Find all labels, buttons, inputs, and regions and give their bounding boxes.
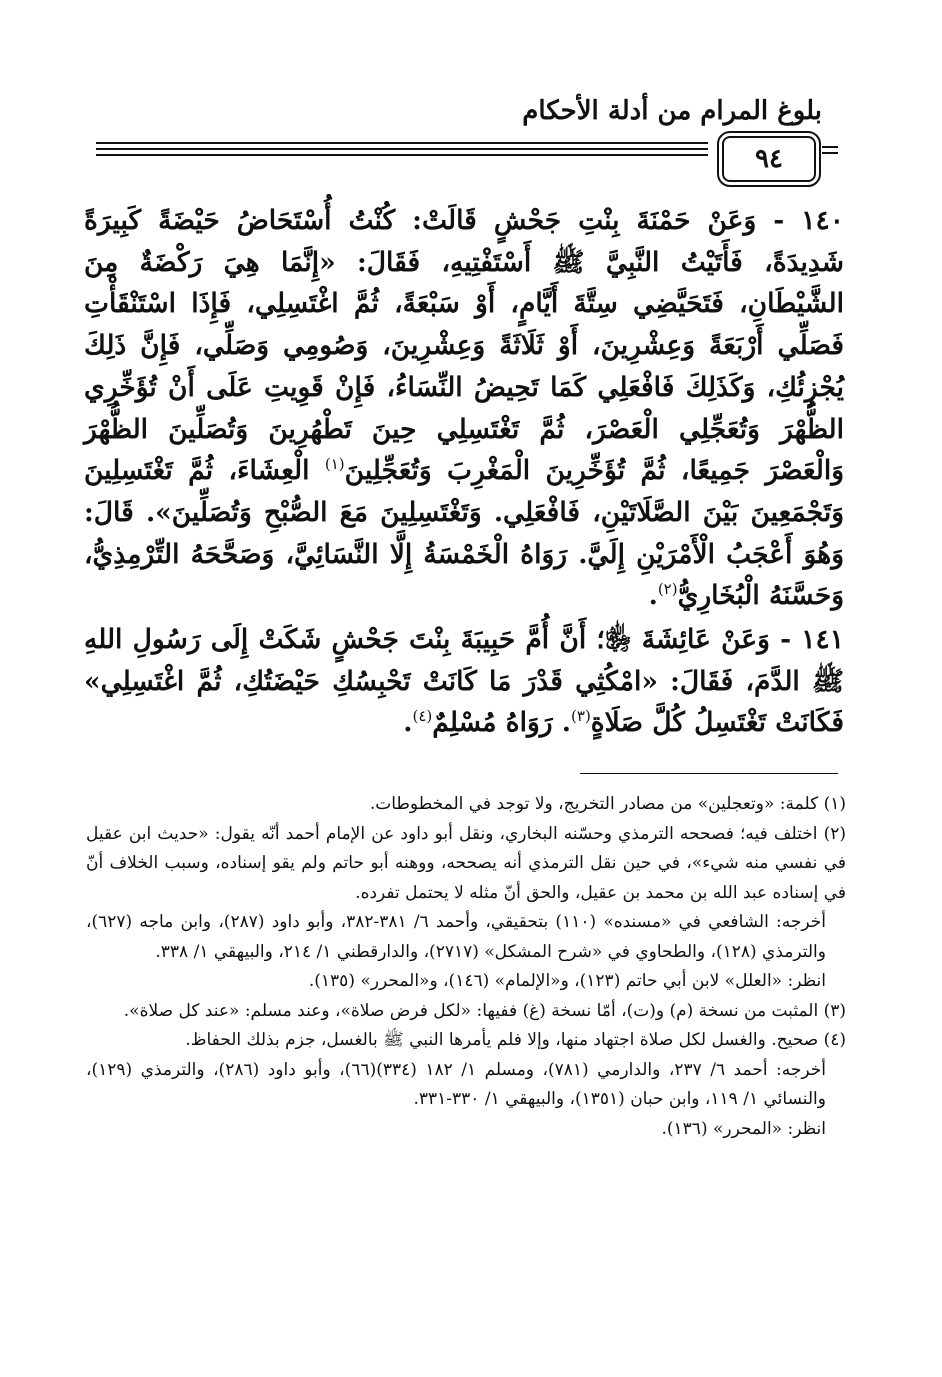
page-number: ٩٤ [722,136,816,182]
footnote-ref-2: (٢) [657,580,678,599]
header-rule-right-top [822,146,838,148]
footnotes [86,790,846,1144]
header-rule-middle [96,148,708,150]
footnote-2-see-also: انظر: «العلل» لابن أبي حاتم (١٢٣)، و«الإلمام» (١٤٦)، و«المحرر» (١٣٥). [308,971,826,991]
footnote-2: (٢) اختلف فيه؛ فصححه الترمذي وحسّنه البخاري، ونقل أبو داود عن الإمام أحمد أنّه يقول: «حديث ابن عقيل في نفسي منه شيء»، في حين نقل الترمذي أنه يصححه، ووهنه أبو حاتم ولم يقو إسناده، وسبب الخلاف أنّ في إسناده عبد الله بن محمد بن عقيل، والحق أنّ مثله لا يحتمل تفرده. [86,823,846,903]
footnote-4: (٤) صحيح. والغسل لكل صلاة اجتهاد منها، وإلا فلم يأمرها النبي ﷺ بالغسل، جزم بذلك الحفاظ. [185,1030,846,1050]
running-title: بلوغ المرام من أدلة الأحكام [522,96,822,126]
footnote-ref-3: (٣) [571,707,591,726]
footnote-4-takhrij: أخرجه: أحمد ٦/ ٢٣٧، والدارمي (٧٨١)، ومسلم ١/ ١٨٢ (٣٣٤)(٦٦)، وأبو داود (٢٨٦)، والترمذي (١٢٩)، والنسائي ١/ ١١٩، وابن حبان (١٣٥١)، والبيهقي ١/ ٣٣٠-٣٣١. [86,1059,826,1109]
footnote-3: (٣) المثبت من نسخة (م) و(ت)، أمّا نسخة (غ) ففيها: «لكل فرض صلاة»، وعند مسلم: «عند كل صلاة». [123,1000,846,1021]
hadith-141: ١٤١ - وَعَنْ عَائِشَةَ ﵂؛ أَنَّ أُمَّ حَبِيبَةَ بِنْتَ جَحْشٍ شَكَتْ إِلَى رَسُولِ اللهِ ﷺ الدَّمَ، فَقَالَ: «امْكُثِي قَدْرَ مَا كَانَتْ تَحْبِسُكِ حَيْضَتُكِ، ثُمَّ اغْتَسِلِي» فَكَانَتْ تَغْتَسِلُ كُلَّ صَلَاةٍ$^{(٣)}$. رَوَاهُ مُسْلِمٌ$^{(٤)}$. [84,624,844,739]
header-rule-bottom [96,154,708,156]
footnote-4-see-also: انظر: «المحرر» (١٣٦). [661,1118,826,1139]
hadith-text [84,200,844,744]
hadith-140: ١٤٠ - وَعَنْ حَمْنَةَ بِنْتِ جَحْشٍ قَالَتْ: كُنْتُ أُسْتَحَاضُ حَيْضَةً كَبِيرَةً شَدِيدَةً، فَأَتَيْتُ النَّبِيَّ ﷺ أَسْتَفْتِيهِ، فَقَالَ: «إِنَّمَا هِيَ رَكْضَةٌ مِنَ الشَّيْطَانِ، فَتَحَيَّضِي سِتَّةَ أَيَّامٍ، أَوْ سَبْعَةً، ثُمَّ اغْتَسِلِي، فَإِذَا اسْتَنْقَأْتِ فَصَلِّي أَرْبَعَةً وَعِشْرِينَ، أَوْ ثَلَاثَةً وَعِشْرِينَ، وَصُومِي وَصَلِّي، فَإِنَّ ذَلِكَ يُجْزِئُكِ، وَكَذَلِكَ فَافْعَلِي كَمَا تَحِيضُ النِّسَاءُ، فَإِنْ قَوِيتِ عَلَى أَنْ تُؤَخِّرِي الظُّهْرَ وَتُعَجِّلِي الْعَصْرَ، ثُمَّ تَغْتَسِلِي حِينَ تَطْهُرِينَ وَتُصَلِّينَ الظُّهْرَ وَالْعَصْرَ جَمِيعًا، ثُمَّ تُؤَخِّرِينَ الْمَغْرِبَ وَتُعَجِّلِينَ$^{(١)}$ الْعِشَاءَ، ثُمَّ تَغْتَسِلِينَ وَتَجْمَعِينَ بَيْنَ الصَّلَاتَيْنِ، فَافْعَلِي. وَتَغْتَسِلِينَ مَعَ الصُّبْحِ وَتُصَلِّينَ». قَالَ: وَهُوَ أَعْجَبُ الْأَمْرَيْنِ إِلَيَّ. رَوَاهُ الْخَمْسَةُ إِلَّا النَّسَائِيَّ، وَصَحَّحَهُ التِّرْمِذِيُّ، وَحَسَّنَهُ الْبُخَارِيُّ$^{(٢)}$. [84,205,845,612]
footnote-ref-1: (١) [324,455,345,474]
footnote-separator [580,773,838,774]
footnote-2-takhrij: أخرجه: الشافعي في «مسنده» (١١٠) بتحقيقي، وأحمد ٦/ ٣٨١-٣٨٢، وأبو داود (٢٨٧)، وابن ماجه (٦٢٧)، والترمذي (١٢٨)، والطحاوي في «شرح المشكل» (٢٧١٧)، والدارقطني ١/ ٢١٤، والبيهقي ١/ ٣٣٨. [86,912,826,962]
footnote-1: (١) كلمة: «وتعجلين» من مصادر التخريج، ولا توجد في المخطوطات. [369,794,846,814]
footnote-ref-4: (٤) [412,707,433,726]
header-rule-right-bottom [822,152,838,154]
header-rule-top [96,142,708,144]
